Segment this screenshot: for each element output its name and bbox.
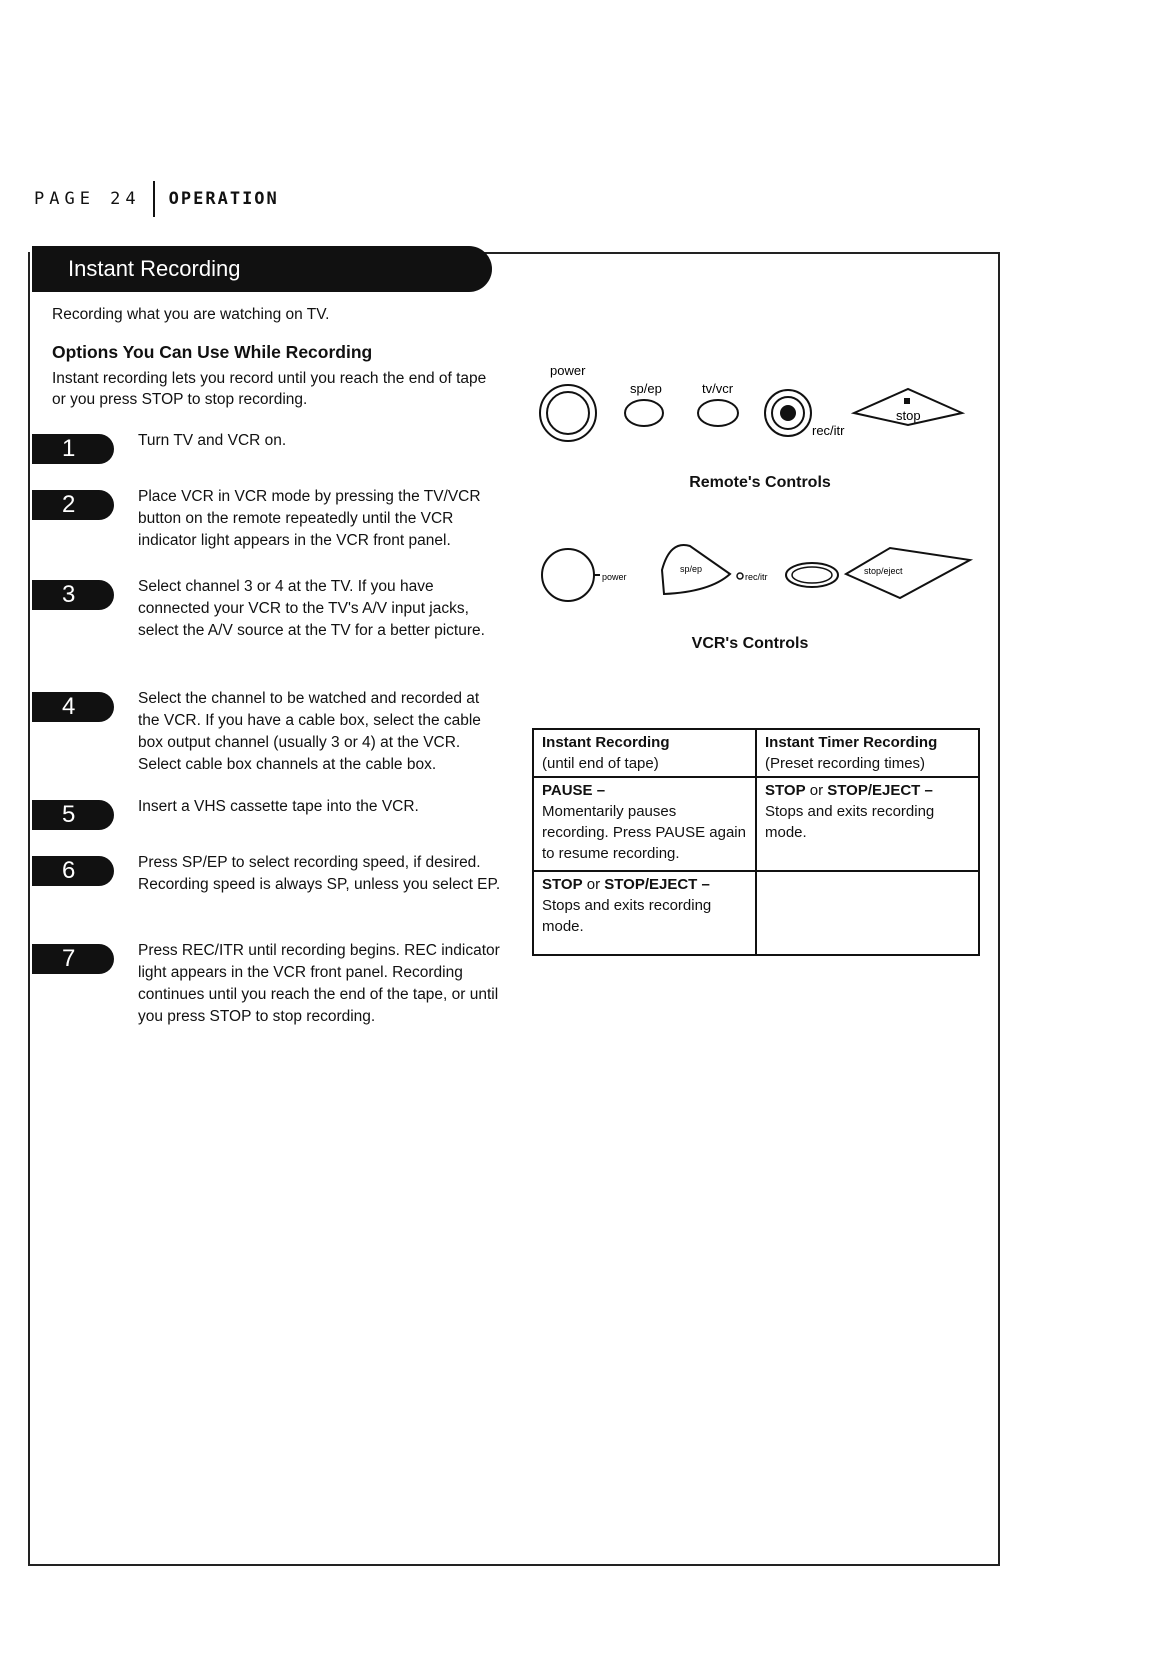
step-text: Press REC/ITR until recording begins. REC indicator light appears in the VCR front panel. Recording continues until you reach the end of the tape, or until you press STOP to stop recording. — [138, 942, 500, 1025]
options-body: Instant recording lets you record until you reach the end of tape or you press STOP to stop recording. — [52, 370, 487, 408]
step-number: 2 — [32, 490, 114, 520]
vcr-recitr-label: rec/itr — [745, 572, 768, 582]
remote-tvvcr-button — [698, 400, 738, 426]
step-number: 3 — [32, 580, 114, 610]
stop-eject-title: STOP/EJECT – — [827, 782, 933, 799]
vcr-controls-illustration — [540, 530, 980, 610]
frame-top-rule — [480, 252, 1000, 254]
page-header — [34, 184, 279, 214]
recording-options-table — [532, 728, 980, 956]
record-dot-icon — [780, 405, 796, 421]
vcr-controls-caption: VCR's Controls — [691, 635, 809, 652]
step-text: Select the channel to be watched and recorded at the VCR. If you have a cable box, select the cable box output channel (usually 3 or 4) at the VCR. Select cable box channels at the cable box. — [138, 690, 481, 773]
remote-power-button — [547, 392, 589, 434]
page-number: PAGE 24 — [34, 189, 141, 209]
remote-spep-button — [625, 400, 663, 426]
intro-text: Recording what you are watching on TV. — [52, 306, 330, 323]
vcr-stopeject-label: stop/eject — [864, 566, 903, 576]
stop-eject-title: STOP/EJECT – — [604, 876, 710, 893]
stop-square-icon — [904, 398, 910, 404]
stop-text: Stops and exits recording mode. — [542, 897, 712, 935]
or-text: or — [582, 876, 605, 893]
remote-tvvcr-label: tv/vcr — [702, 381, 734, 396]
step-number: 1 — [32, 434, 114, 464]
page-title: Instant Recording — [32, 246, 492, 292]
remote-controls-illustration — [530, 355, 990, 450]
remote-spep-label: sp/ep — [630, 381, 662, 396]
pause-text: Momentarily pauses recording. Press PAUSE again to resume recording. — [542, 803, 746, 862]
stop-title: STOP — [765, 782, 806, 799]
table-cell — [533, 871, 756, 955]
table-row — [533, 871, 979, 955]
or-text: or — [805, 782, 828, 799]
col2-title: Instant Timer Recording — [765, 734, 938, 751]
step-text: Press SP/EP to select recording speed, if desired. Recording speed is always SP, unless you select EP. — [138, 854, 501, 893]
col2-subtitle: (Preset recording times) — [765, 755, 926, 772]
vcr-power-label: power — [602, 572, 627, 582]
remote-power-label: power — [550, 363, 586, 378]
remote-recitr-label: rec/itr — [812, 423, 845, 438]
table-header-row — [533, 729, 979, 777]
remote-power-button-outer — [540, 385, 596, 441]
step-number: 4 — [32, 692, 114, 722]
options-heading: Options You Can Use While Recording — [52, 342, 373, 362]
step-number: 6 — [32, 856, 114, 886]
step-text: Turn TV and VCR on. — [138, 432, 287, 449]
stop-text: Stops and exits recording mode. — [765, 803, 935, 841]
table-cell — [533, 777, 756, 871]
table-header-timer — [756, 729, 979, 777]
stop-title: STOP — [542, 876, 583, 893]
vcr-rec-indicator — [737, 573, 743, 579]
step-text: Place VCR in VCR mode by pressing the TV/VCR button on the remote repeatedly until the VCR indicator light appears in the VCR front panel. — [138, 488, 481, 549]
step-number: 7 — [32, 944, 114, 974]
remote-stop-label: stop — [896, 408, 921, 423]
vcr-power-button — [542, 549, 594, 601]
vcr-rec-button-inner — [792, 567, 832, 583]
remote-controls-caption: Remote's Controls — [689, 474, 831, 491]
table-header-instant — [533, 729, 756, 777]
table-cell-empty — [756, 871, 979, 955]
step-number: 5 — [32, 800, 114, 830]
table-cell — [756, 777, 979, 871]
step-text: Insert a VHS cassette tape into the VCR. — [138, 798, 419, 815]
pause-title: PAUSE – — [542, 782, 606, 799]
table-row — [533, 777, 979, 871]
col1-subtitle: (until end of tape) — [542, 755, 659, 772]
section-title: OPERATION — [168, 189, 279, 209]
step-text: Select channel 3 or 4 at the TV. If you have connected your VCR to the TV's A/V input jacks, select the A/V source at the TV for a better picture. — [138, 578, 485, 639]
vcr-spep-label: sp/ep — [680, 564, 703, 574]
header-divider — [153, 181, 155, 217]
col1-title: Instant Recording — [542, 734, 670, 751]
